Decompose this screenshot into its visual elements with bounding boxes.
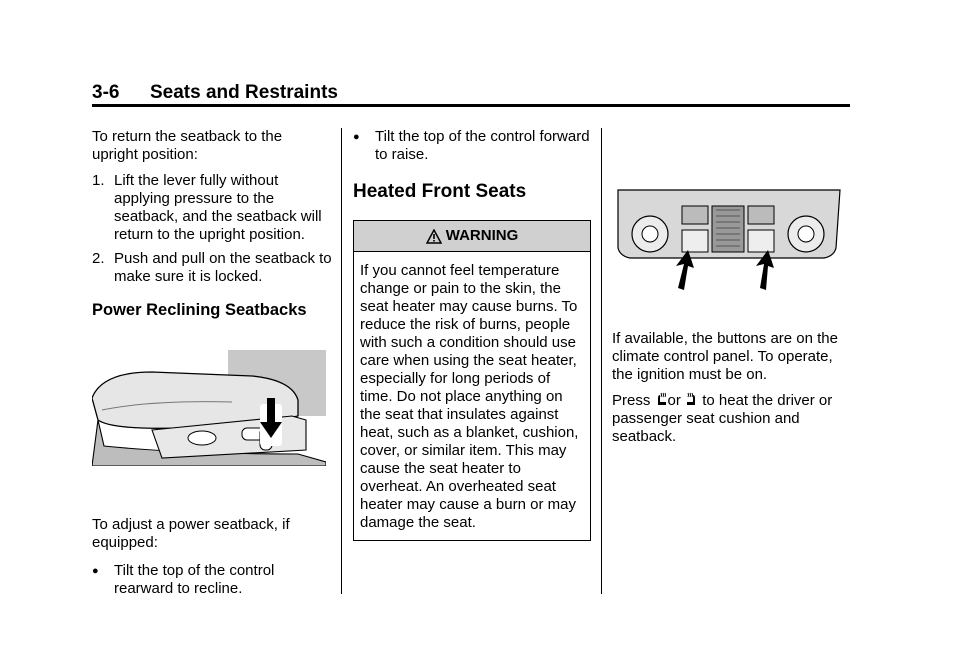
warning-box <box>353 220 591 541</box>
or-word: or <box>667 392 681 409</box>
list-item <box>92 172 332 244</box>
return-seatback-intro: To return the seatback to the upright position: <box>92 128 283 163</box>
center-thumbwheel <box>712 206 744 252</box>
press-word: Press <box>612 392 651 409</box>
column-divider-right <box>601 128 602 594</box>
steps-list <box>92 172 332 286</box>
climate-control-panel-illustration <box>612 188 842 294</box>
seat-heat-instructions <box>612 392 852 446</box>
left-top-button <box>682 206 708 224</box>
driver-seat-heat-button <box>682 230 708 252</box>
step-text: Lift the lever fully without applying pressure to the seatback, and the seatback will return to the upright position. <box>114 172 322 243</box>
step-number: 2. <box>92 250 105 267</box>
bullet-text: Tilt the top of the control rearward to recline. <box>114 562 275 597</box>
bullet-text: Tilt the top of the control forward to raise. <box>375 128 590 163</box>
step-text: Push and pull on the seatback to make sure it is locked. <box>114 250 332 285</box>
chapter-title: Seats and Restraints <box>150 82 338 103</box>
page-number: 3-6 <box>92 82 120 103</box>
adjust-power-seatback-intro: To adjust a power seatback, if equipped: <box>92 516 290 551</box>
climate-panel-paragraph: If available, the buttons are on the climate control panel. To operate, the ignition must be on. <box>612 330 838 383</box>
subheading-power-reclining: Power Reclining Seatbacks <box>92 301 307 319</box>
warning-header <box>354 221 590 252</box>
warning-title: WARNING <box>445 227 519 244</box>
column-three <box>612 330 852 446</box>
step-number: 1. <box>92 172 105 189</box>
left-knob-center <box>642 226 658 242</box>
list-item <box>353 128 591 164</box>
warning-body: If you cannot feel temperature change or pain to the skin, the seat heater may cause burns. To reduce the risk of burns, people with such a condition should use care when using the seat heater, especially for long periods of time. Do not place anything on the seat that insulates against heat, such as a blanket, cushion, cover, or similar item. This may cause the seat heater to overheat. An overheated seat heater may cause a burn or may damage the seat. <box>360 262 579 531</box>
list-item <box>92 250 332 286</box>
driver-seat-heat-icon <box>655 392 668 407</box>
heated-front-seats-heading: Heated Front Seats <box>353 181 527 202</box>
warning-triangle-icon <box>426 229 442 244</box>
column-one <box>92 128 332 320</box>
lumbar-knob <box>188 431 216 445</box>
seat-heat-instructions-rest: to heat the driver or passenger seat cushion and seatback. <box>612 392 833 445</box>
right-knob-center <box>798 226 814 242</box>
column-divider-left <box>341 128 342 594</box>
bullet-icon: ● <box>353 131 360 143</box>
list-item <box>92 562 332 598</box>
passenger-seat-heat-icon <box>685 392 698 407</box>
passenger-seat-heat-button <box>748 230 774 252</box>
right-top-button <box>748 206 774 224</box>
bullet-icon: ● <box>92 565 99 577</box>
page-header <box>92 82 850 104</box>
header-rule <box>92 104 850 107</box>
seat-control-illustration <box>92 350 326 466</box>
column-one-lower <box>92 516 332 598</box>
column-two <box>353 128 591 541</box>
